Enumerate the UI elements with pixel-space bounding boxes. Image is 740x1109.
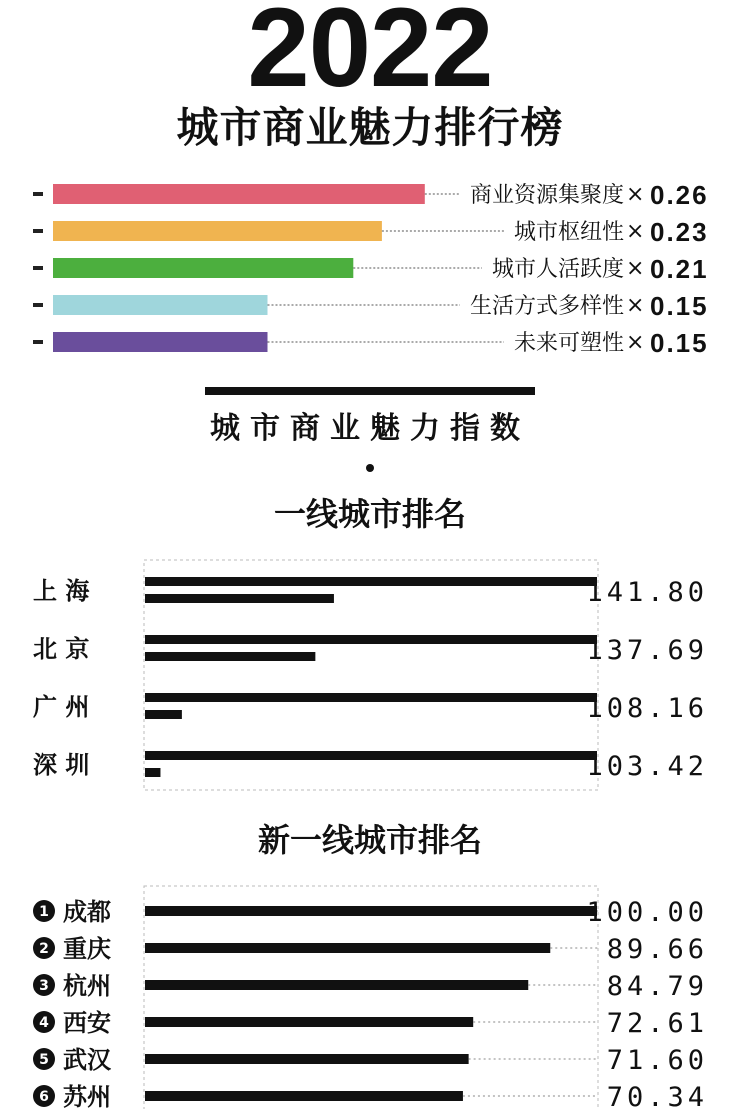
- weight-value: 0.15: [650, 291, 709, 321]
- multiply-sign: ×: [626, 182, 645, 207]
- bullet-dot: [366, 464, 374, 472]
- year-heading: 2022: [247, 0, 493, 110]
- score-bar: [145, 906, 597, 916]
- weight-dash-mark: [33, 266, 43, 270]
- multiply-sign: ×: [626, 330, 645, 355]
- weight-bar: [53, 184, 425, 204]
- value-label: 141.80: [586, 577, 708, 608]
- weight-label: 生活方式多样性: [469, 294, 624, 319]
- weight-bar: [53, 295, 268, 315]
- weight-dash-mark: [33, 229, 43, 233]
- base-bar: [145, 693, 597, 702]
- weight-dash-mark: [33, 340, 43, 344]
- city-label: 苏州: [63, 1083, 111, 1109]
- excess-bar: [145, 768, 160, 777]
- weight-value: 0.23: [650, 217, 709, 247]
- excess-bar: [145, 710, 182, 719]
- weights-legend: [0, 170, 740, 365]
- base-bar: [145, 577, 597, 586]
- score-bar: [145, 980, 528, 990]
- city-label: 上 海: [33, 577, 90, 605]
- value-label: 72.61: [606, 1008, 708, 1039]
- weight-value: 0.15: [650, 328, 709, 358]
- rank-number: 5: [39, 1052, 49, 1068]
- rank-number: 1: [39, 904, 49, 920]
- rank-number: 6: [39, 1089, 49, 1105]
- weight-bar: [53, 221, 382, 241]
- weight-label: 城市人活跃度: [491, 257, 624, 282]
- score-bar: [145, 943, 550, 953]
- weight-value: 0.26: [650, 180, 709, 210]
- weight-value: 0.21: [650, 254, 709, 284]
- city-label: 广 州: [33, 693, 90, 721]
- city-label: 重庆: [63, 935, 111, 963]
- score-bar: [145, 1017, 473, 1027]
- value-label: 137.69: [586, 635, 708, 666]
- weight-dash-mark: [33, 192, 43, 196]
- tier1-title: 一线城市排名: [273, 495, 466, 533]
- multiply-sign: ×: [626, 256, 645, 281]
- value-label: 100.00: [586, 897, 708, 928]
- weight-label: 商业资源集聚度: [469, 183, 624, 208]
- value-label: 70.34: [606, 1082, 708, 1109]
- city-label: 西安: [63, 1009, 111, 1037]
- new-tier1-ranking-chart: [0, 880, 740, 1109]
- value-label: 84.79: [606, 971, 708, 1002]
- value-label: 108.16: [586, 693, 708, 724]
- rank-number: 2: [39, 941, 49, 957]
- city-label: 北 京: [33, 635, 90, 663]
- chart-frame: [144, 886, 598, 1109]
- score-bar: [145, 1091, 463, 1101]
- value-label: 103.42: [586, 751, 708, 782]
- value-label: 71.60: [606, 1045, 708, 1076]
- weight-bar: [53, 332, 268, 352]
- score-bar: [145, 1054, 469, 1064]
- index-title: 城市商业魅力指数: [210, 411, 530, 446]
- base-bar: [145, 635, 597, 644]
- rank-number: 4: [39, 1015, 49, 1031]
- city-label: 武汉: [63, 1046, 111, 1074]
- excess-bar: [145, 652, 315, 661]
- section-divider: [205, 387, 535, 395]
- weight-dash-mark: [33, 303, 43, 307]
- city-label: 杭州: [63, 972, 111, 1000]
- excess-bar: [145, 594, 334, 603]
- weight-label: 未来可塑性: [513, 331, 624, 356]
- new-tier1-title: 新一线城市排名: [257, 821, 482, 859]
- city-label: 深 圳: [33, 751, 90, 779]
- multiply-sign: ×: [626, 293, 645, 318]
- city-label: 成都: [63, 898, 111, 926]
- multiply-sign: ×: [626, 219, 645, 244]
- value-label: 89.66: [606, 934, 708, 965]
- weight-label: 城市枢纽性: [513, 220, 624, 245]
- base-bar: [145, 751, 597, 760]
- tier1-ranking-chart: [0, 550, 740, 800]
- page-title: 城市商业魅力排行榜: [176, 103, 564, 152]
- rank-number: 3: [39, 978, 49, 994]
- weight-bar: [53, 258, 353, 278]
